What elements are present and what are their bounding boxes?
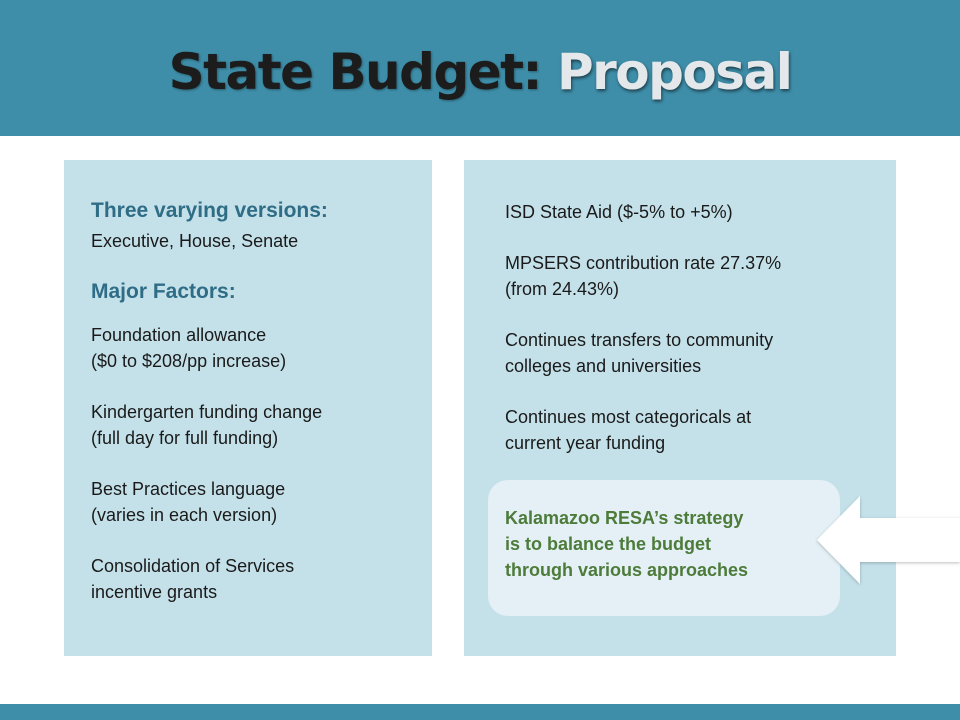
strategy-callout-text [505,505,748,583]
factor-line: Kindergarten funding change [91,402,323,422]
factor-line: Consolidation of Services [91,556,295,576]
item-categoricals [505,404,751,456]
factors-heading: Major Factors: [91,280,236,303]
factor-line: ($0 to $208/pp increase) [91,351,287,371]
slide-title [0,36,960,108]
factor-line: (varies in each version) [91,505,278,525]
versions-list: Executive, House, Senate [91,231,299,251]
factor-line: incentive grants [91,582,218,602]
left-arrow-icon [815,494,960,586]
title-part-1: State Budget: [168,43,542,101]
item-line: Continues most categoricals at [505,407,752,427]
item-line: MPSERS contribution rate 27.37% [505,253,782,273]
item-line: ISD State Aid ($-5% to +5%) [505,202,733,222]
item-line: current year funding [505,433,666,453]
factor-best-practices [91,476,285,528]
footer-bar [0,704,960,720]
factor-foundation-allowance [91,322,286,374]
factor-line: Foundation allowance [91,325,267,345]
item-isd-state-aid [505,199,733,225]
item-mpsers [505,250,781,302]
factor-kindergarten [91,399,322,451]
factor-line: Best Practices language [91,479,286,499]
versions-heading: Three varying versions: [91,199,328,222]
title-part-2: Proposal [556,43,792,101]
item-line: Continues transfers to community [505,330,774,350]
item-line: (from 24.43%) [505,279,620,299]
item-transfers [505,327,773,379]
callout-line: Kalamazoo RESA’s strategy [505,508,744,528]
callout-line: through various approaches [505,560,749,580]
factor-line: (full day for full funding) [91,428,279,448]
item-line: colleges and universities [505,356,702,376]
factor-consolidation [91,553,294,605]
callout-line: is to balance the budget [505,534,712,554]
